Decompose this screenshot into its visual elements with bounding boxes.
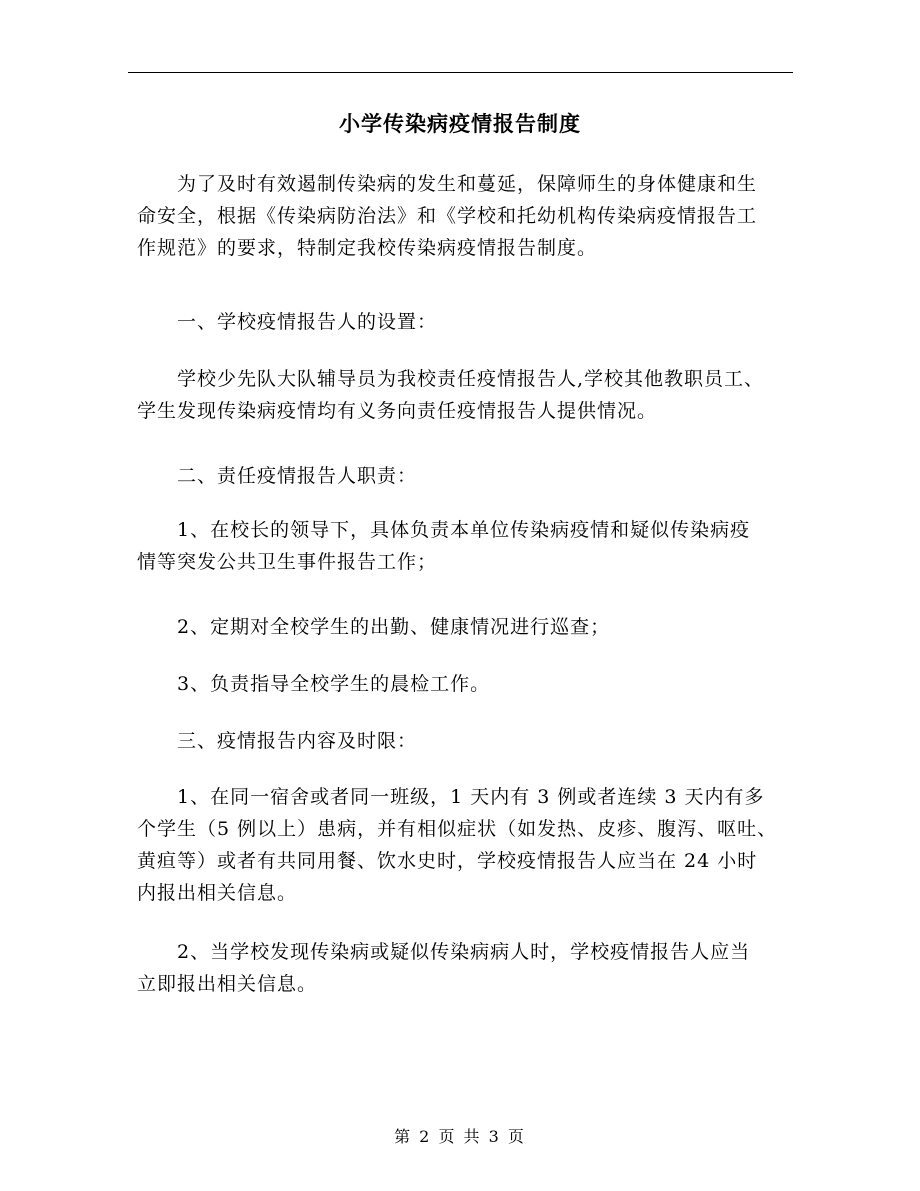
report-item-1	[137, 781, 787, 909]
section-heading-2	[137, 460, 787, 492]
section-heading-3	[137, 725, 787, 757]
text-line: 1、在同一宿舍或者同一班级，1 天内有 3 例或者连续 3 天内有多	[137, 786, 765, 808]
text-line: 1、在校长的领导下，具体负责本单位传染病疫情和疑似传染病疫	[137, 519, 751, 541]
text-line: 2、当学校发现传染病或疑似传染病病人时，学校疫情报告人应当	[137, 941, 751, 963]
text-line: 作规范》的要求，特制定我校传染病疫情报告制度。	[137, 237, 598, 259]
section-heading-1	[137, 306, 787, 338]
duty-item-1	[137, 514, 787, 578]
text-line: 情等突发公共卫生事件报告工作；	[137, 551, 438, 573]
duty-item-2	[137, 611, 787, 643]
text-line: 二、责任疫情报告人职责：	[137, 465, 418, 487]
text-line: 为了及时有效遏制传染病的发生和蔓延，保障师生的身体健康和生	[137, 173, 758, 195]
document-title: 小学传染病疫情报告制度	[339, 111, 581, 136]
paragraph-reporter-setup	[137, 363, 787, 427]
duty-item-3	[137, 668, 787, 700]
text-line: 内报出相关信息。	[137, 882, 298, 904]
text-line: 个学生（5 例以上）患病，并有相似症状（如发热、皮疹、腹泻、呕吐、	[137, 818, 778, 840]
report-item-2	[137, 936, 787, 1000]
header-rule	[128, 72, 793, 73]
text-line: 学生发现传染病疫情均有义务向责任疫情报告人提供情况。	[137, 400, 658, 422]
text-line: 2、定期对全校学生的出勤、健康情况进行巡查；	[137, 616, 611, 638]
text-line: 命安全，根据《传染病防治法》和《学校和托幼机构传染病疫情报告工	[137, 205, 758, 227]
page-number: 第 2 页 共 3 页	[394, 1127, 526, 1146]
text-line: 三、疫情报告内容及时限：	[137, 730, 418, 752]
paragraph-intro	[137, 168, 787, 264]
text-line: 一、学校疫情报告人的设置：	[137, 311, 438, 333]
text-line: 学校少先队大队辅导员为我校责任疫情报告人,学校其他教职员工、	[137, 368, 765, 390]
text-line: 立即报出相关信息。	[137, 973, 318, 995]
text-line: 3、负责指导全校学生的晨检工作。	[137, 673, 491, 695]
text-line: 黄疸等）或者有共同用餐、饮水史时，学校疫情报告人应当在 24 小时	[137, 850, 758, 872]
